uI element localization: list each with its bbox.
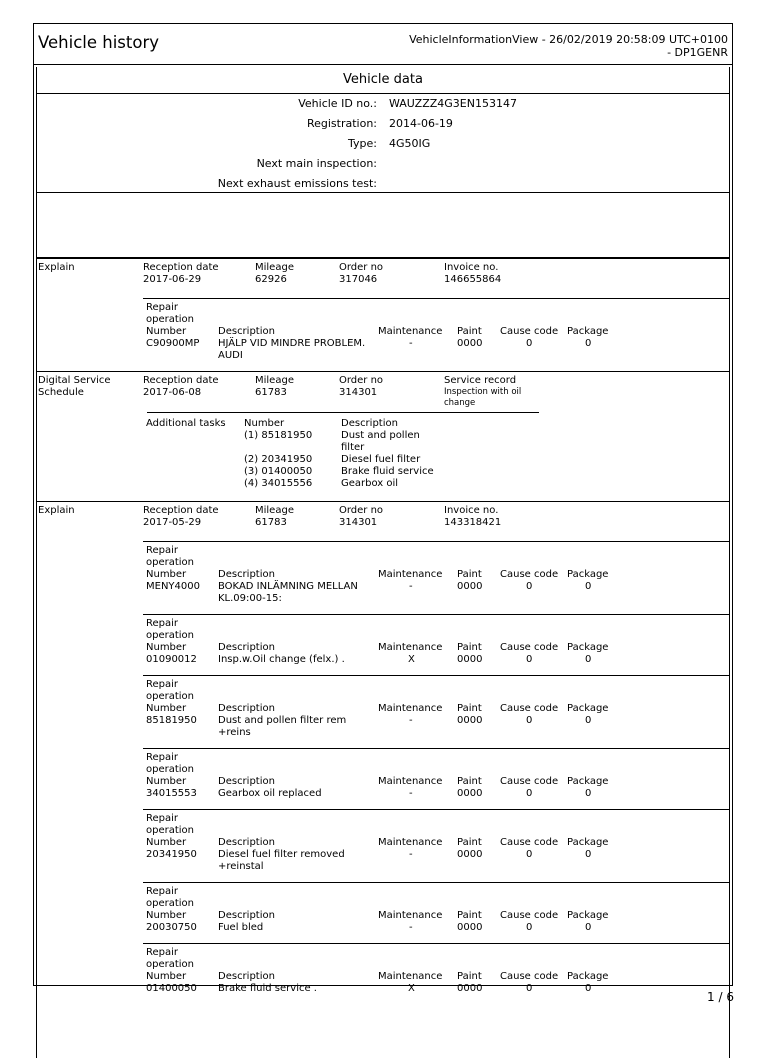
next-emissions-label: Next exhaust emissions test: [217, 177, 377, 190]
repair-label: Repair [146, 302, 179, 313]
op-package: 0 [585, 788, 592, 799]
op-description-cont: KL.09:00-15: [218, 593, 282, 604]
op-maintenance: X [408, 983, 415, 994]
repair-operation [143, 675, 729, 749]
repair-operation [143, 882, 729, 944]
op-paint: 0000 [457, 654, 483, 665]
op-paint: 0000 [457, 788, 483, 799]
cause-label: Cause code [500, 776, 559, 787]
op-cause: 0 [526, 922, 533, 933]
reception-date: 2017-05-29 [143, 517, 202, 528]
description-label: Description [218, 326, 275, 337]
mileage-value: 62926 [255, 274, 287, 285]
task-number: (2) 20341950 [244, 454, 313, 465]
repair-operation [143, 298, 729, 371]
op-package: 0 [585, 849, 592, 860]
cause-label: Cause code [500, 703, 559, 714]
history-entry [37, 371, 729, 502]
registration-value: 2014-06-19 [389, 117, 453, 130]
package-label: Package [567, 776, 609, 787]
package-label: Package [567, 642, 609, 653]
operation-label: operation [146, 959, 195, 970]
op-description: HJÄLP VID MINDRE PROBLEM. [218, 338, 366, 349]
vehicle-id-label: Vehicle ID no.: [298, 97, 377, 110]
paint-label: Paint [457, 642, 482, 653]
paint-label: Paint [457, 776, 482, 787]
op-cause: 0 [526, 338, 533, 349]
history-entries [36, 258, 730, 1058]
package-label: Package [567, 971, 609, 982]
order-value: 317046 [339, 274, 378, 285]
repair-operation [143, 809, 729, 883]
service-record-value-cont: change [444, 398, 476, 408]
operation-label: operation [146, 764, 195, 775]
op-number: C90900MP [146, 338, 200, 349]
order-label: Order no [339, 375, 384, 386]
order-label: Order no [339, 505, 384, 516]
additional-tasks-divider [147, 412, 539, 413]
invoice-value: 146655864 [444, 274, 502, 285]
maintenance-label: Maintenance [378, 971, 443, 982]
description-label: Description [218, 703, 275, 714]
order-value: 314301 [339, 517, 378, 528]
package-label: Package [567, 910, 609, 921]
op-number: 34015553 [146, 788, 197, 799]
service-record-value: Inspection with oil [444, 387, 522, 397]
task-description: Dust and pollen [341, 430, 420, 441]
repair-label: Repair [146, 947, 179, 958]
repair-operation [143, 614, 729, 676]
entry-kind-cont: Schedule [38, 387, 84, 398]
op-maintenance: X [408, 654, 415, 665]
op-maintenance: - [409, 922, 413, 933]
vehicle-id-row [37, 97, 729, 117]
order-label: Order no [339, 262, 384, 273]
op-description: BOKAD INLÄMNING MELLAN [218, 581, 358, 592]
description-label: Description [218, 910, 275, 921]
op-description: Diesel fuel filter removed [218, 849, 345, 860]
mileage-value: 61783 [255, 517, 287, 528]
repair-operation [143, 943, 729, 1005]
description-label: Description [218, 776, 275, 787]
task-description: Gearbox oil [341, 478, 399, 489]
op-cause: 0 [526, 849, 533, 860]
reception-label: Reception date [143, 505, 219, 516]
cause-label: Cause code [500, 971, 559, 982]
spacer-panel [36, 193, 730, 258]
reception-label: Reception date [143, 262, 219, 273]
repair-operation [143, 541, 729, 615]
package-label: Package [567, 326, 609, 337]
task-description: Brake fluid service [341, 466, 434, 477]
paint-label: Paint [457, 971, 482, 982]
maintenance-label: Maintenance [378, 776, 443, 787]
mileage-label: Mileage [255, 262, 294, 273]
cause-label: Cause code [500, 642, 559, 653]
operation-label: operation [146, 630, 195, 641]
repair-label: Repair [146, 886, 179, 897]
paint-label: Paint [457, 910, 482, 921]
invoice-label: Invoice no. [444, 262, 499, 273]
package-label: Package [567, 837, 609, 848]
paint-label: Paint [457, 326, 482, 337]
op-description: Brake fluid service . [218, 983, 317, 994]
invoice-value: 143318421 [444, 517, 502, 528]
op-maintenance: - [409, 581, 413, 592]
repair-label: Repair [146, 618, 179, 629]
vehicle-data-title: Vehicle data [36, 67, 730, 94]
op-description: Dust and pollen filter rem [218, 715, 347, 726]
description-label: Description [218, 971, 275, 982]
mileage-label: Mileage [255, 375, 294, 386]
maintenance-label: Maintenance [378, 910, 443, 921]
cause-label: Cause code [500, 326, 559, 337]
operation-label: operation [146, 557, 195, 568]
reception-label: Reception date [143, 375, 219, 386]
page-indicator: 1 / 6 [707, 990, 734, 1004]
op-paint: 0000 [457, 983, 483, 994]
op-number: 20341950 [146, 849, 197, 860]
repair-operation [143, 748, 729, 810]
report-meta-line1: VehicleInformationView - 26/02/2019 20:58:09 UTC+0100 [409, 33, 728, 46]
op-package: 0 [585, 581, 592, 592]
repair-label: Repair [146, 545, 179, 556]
op-number: MENY4000 [146, 581, 200, 592]
maintenance-label: Maintenance [378, 703, 443, 714]
repair-label: Repair [146, 679, 179, 690]
cause-label: Cause code [500, 837, 559, 848]
type-value: 4G50IG [389, 137, 431, 150]
number-label: Number [146, 971, 187, 982]
number-label: Number [146, 776, 187, 787]
paint-label: Paint [457, 569, 482, 580]
repair-label: Repair [146, 752, 179, 763]
op-cause: 0 [526, 654, 533, 665]
report-meta-line2: - DP1GENR [667, 46, 728, 59]
type-row [37, 137, 729, 157]
op-paint: 0000 [457, 338, 483, 349]
task-number-label: Number [244, 418, 285, 429]
number-label: Number [146, 910, 187, 921]
package-label: Package [567, 569, 609, 580]
number-label: Number [146, 703, 187, 714]
op-number: 01090012 [146, 654, 197, 665]
page-title: Vehicle history [38, 33, 160, 52]
report-header [34, 24, 732, 65]
task-description-label: Description [341, 418, 398, 429]
maintenance-label: Maintenance [378, 642, 443, 653]
description-label: Description [218, 837, 275, 848]
op-package: 0 [585, 654, 592, 665]
task-number: (3) 01400050 [244, 466, 313, 477]
number-label: Number [146, 642, 187, 653]
report-frame [33, 23, 733, 994]
history-entry [37, 258, 729, 372]
registration-label: Registration: [306, 117, 377, 130]
operation-label: operation [146, 691, 195, 702]
description-label: Description [218, 569, 275, 580]
op-number: 85181950 [146, 715, 197, 726]
op-paint: 0000 [457, 922, 483, 933]
order-value: 314301 [339, 387, 378, 398]
task-description-cont: filter [341, 442, 365, 453]
maintenance-label: Maintenance [378, 837, 443, 848]
op-package: 0 [585, 338, 592, 349]
additional-tasks-label: Additional tasks [146, 418, 226, 429]
op-number: 01400050 [146, 983, 197, 994]
op-paint: 0000 [457, 849, 483, 860]
paint-label: Paint [457, 703, 482, 714]
entry-kind: Digital Service [38, 375, 111, 386]
op-maintenance: - [409, 788, 413, 799]
maintenance-label: Maintenance [378, 326, 443, 337]
maintenance-label: Maintenance [378, 569, 443, 580]
op-description-cont: AUDI [218, 350, 243, 361]
op-maintenance: - [409, 338, 413, 349]
cause-label: Cause code [500, 569, 559, 580]
service-record-label: Service record [444, 375, 517, 386]
number-label: Number [146, 569, 187, 580]
op-description: Insp.w.Oil change (felx.) . [218, 654, 345, 665]
mileage-value: 61783 [255, 387, 287, 398]
task-description: Diesel fuel filter [341, 454, 421, 465]
number-label: Number [146, 326, 187, 337]
mileage-label: Mileage [255, 505, 294, 516]
op-maintenance: - [409, 715, 413, 726]
op-package: 0 [585, 715, 592, 726]
invoice-label: Invoice no. [444, 505, 499, 516]
paint-label: Paint [457, 837, 482, 848]
report-meta [409, 33, 728, 59]
repair-label: Repair [146, 813, 179, 824]
op-description-cont: +reinstal [218, 861, 264, 872]
op-paint: 0000 [457, 581, 483, 592]
op-maintenance: - [409, 849, 413, 860]
next-emissions-row [37, 177, 729, 197]
operation-label: operation [146, 825, 195, 836]
package-label: Package [567, 703, 609, 714]
op-description-cont: +reins [218, 727, 251, 738]
next-inspection-row [37, 157, 729, 177]
task-number: (4) 34015556 [244, 478, 313, 489]
op-cause: 0 [526, 581, 533, 592]
next-inspection-label: Next main inspection: [256, 157, 377, 170]
number-label: Number [146, 837, 187, 848]
op-paint: 0000 [457, 715, 483, 726]
cause-label: Cause code [500, 910, 559, 921]
op-description: Fuel bled [218, 922, 264, 933]
type-label: Type: [348, 137, 377, 150]
history-entry [37, 501, 729, 1062]
op-cause: 0 [526, 715, 533, 726]
op-package: 0 [585, 922, 592, 933]
vehicle-id-value: WAUZZZ4G3EN153147 [389, 97, 517, 110]
op-description: Gearbox oil replaced [218, 788, 322, 799]
registration-row [37, 117, 729, 137]
description-label: Description [218, 642, 275, 653]
operation-label: operation [146, 898, 195, 909]
op-cause: 0 [526, 983, 533, 994]
reception-date: 2017-06-29 [143, 274, 202, 285]
entry-kind: Explain [38, 505, 75, 516]
operation-label: operation [146, 314, 195, 325]
op-cause: 0 [526, 788, 533, 799]
reception-date: 2017-06-08 [143, 387, 202, 398]
entry-kind: Explain [38, 262, 75, 273]
op-number: 20030750 [146, 922, 197, 933]
op-package: 0 [585, 983, 592, 994]
vehicle-data-panel [36, 94, 730, 193]
task-number: (1) 85181950 [244, 430, 313, 441]
